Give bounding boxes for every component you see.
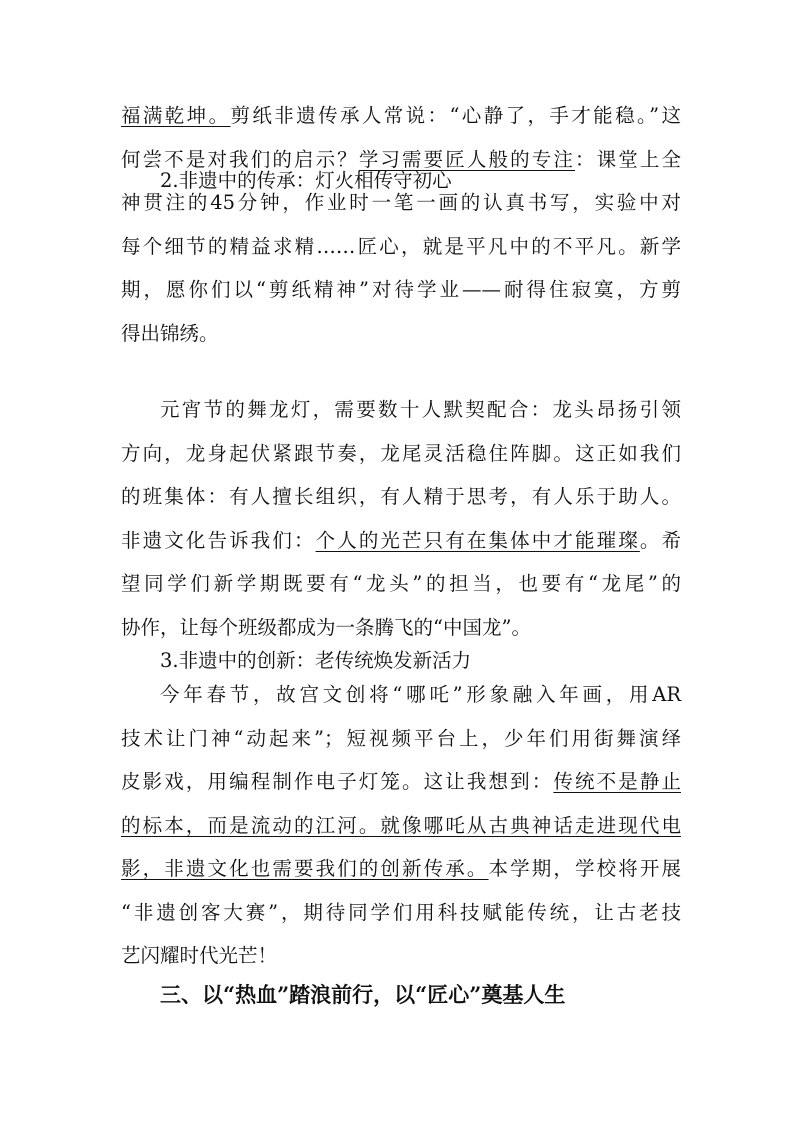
text-segment: 望同学们新学期既要有“龙头”的担当，也要有“龙尾”的	[121, 572, 681, 595]
text-segment: 艺闪耀时代光芒！	[121, 944, 278, 967]
emphasized-text: 传统不是静止	[553, 770, 681, 793]
text-segment: 。希	[639, 528, 681, 552]
emphasized-text: 学习需要匠人般的专注	[358, 147, 575, 171]
emphasized-text: 影，非遗文化也需要我们的创新传承。	[121, 857, 489, 880]
emphasized-text: 福满乾坤。	[121, 104, 231, 127]
text-segment: 剪纸非遗传承人常说：“心静了，手才能稳。”这	[230, 104, 681, 127]
text-segment: 何尝不是对我们的启示？	[121, 147, 359, 171]
text-segment: ：课堂上全	[575, 147, 681, 171]
text-line	[121, 439, 681, 469]
text-segment: 每个细节的精益求精……匠心，就是平凡中的不平凡。新学	[121, 234, 681, 258]
text-segment: 得出锦绣。	[121, 321, 219, 345]
text-segment: 今年春节，故宫文创将“哪吒”形象融入年画，用AR	[160, 683, 681, 706]
text-segment: 本学期，学校将开展	[488, 857, 681, 880]
chapter-heading-three: 三、以“热血”踏浪前行，以“匠心”奠基人生	[160, 982, 566, 1007]
text-line	[160, 395, 681, 425]
text-line	[121, 724, 681, 754]
text-line	[121, 898, 681, 928]
text-line	[121, 275, 681, 305]
text-segment: “非遗创客大赛”，期待同学们用科技赋能传统，让古老技	[121, 900, 681, 924]
text-line	[121, 767, 681, 797]
text-segment: 元宵节的舞龙灯，需要数十人默契配合：龙头昂扬引领	[160, 398, 681, 421]
text-line	[121, 101, 681, 131]
section-heading-innovation: 3.非遗中的创新：老传统焕发新活力	[160, 649, 472, 672]
text-line	[121, 811, 681, 841]
text-segment: 方向，龙身起伏紧跟节奏，龙尾灵活稳住阵脚。这正如我们	[121, 441, 681, 465]
emphasized-text: 的标本，而是流动的江河。就像哪吒从古典神话走进现代电	[121, 813, 681, 837]
text-segment: 协作，让每个班级都成为一条腾飞的“中国龙”。	[121, 615, 531, 639]
text-line	[121, 941, 681, 971]
text-segment: 皮影戏，用编程制作电子灯笼。这让我想到：	[121, 770, 554, 793]
text-line	[160, 680, 681, 710]
text-line	[121, 482, 681, 512]
text-line	[121, 613, 681, 643]
text-segment: 期，愿你们以“剪纸精神”对待学业——耐得住寂寞，方剪	[121, 278, 681, 301]
text-line	[121, 319, 681, 349]
text-segment: 非遗文化告诉我们：	[121, 528, 316, 552]
text-line	[121, 526, 681, 556]
text-segment: 神贯注的45分钟，作业时一笔一画的认真书写，实验中对	[121, 191, 681, 214]
text-line	[121, 854, 681, 884]
text-line	[121, 232, 681, 262]
text-segment: 技术让门神“动起来”；短视频平台上，少年们用街舞演绎	[121, 726, 681, 750]
emphasized-text: 个人的光芒只有在集体中才能璀璨	[315, 528, 640, 552]
text-line	[121, 569, 681, 599]
text-segment: 的班集体：有人擅长组织，有人精于思考，有人乐于助人。	[121, 485, 681, 508]
section-heading-inheritance: 2.非遗中的传承：灯火相传守初心	[160, 169, 452, 192]
